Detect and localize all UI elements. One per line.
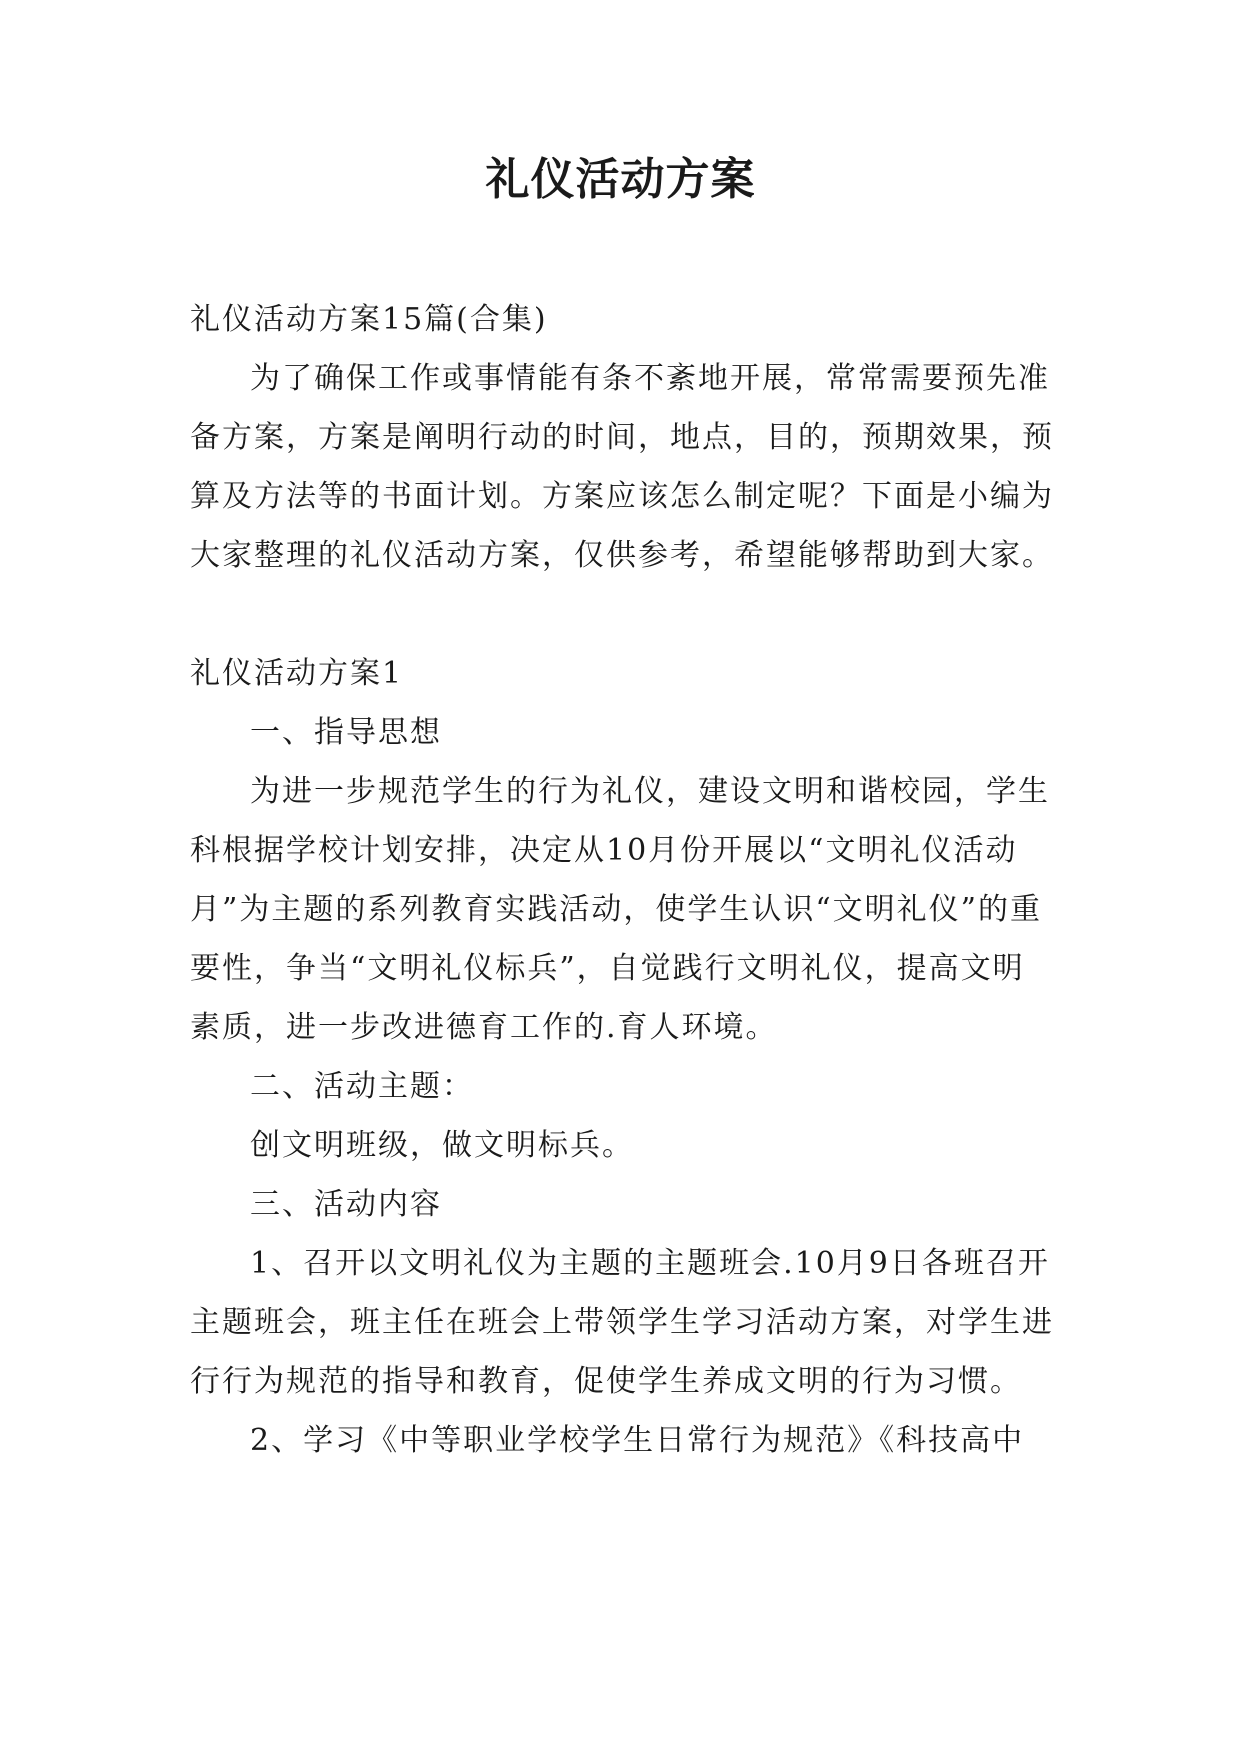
paragraph-activity-theme: 创文明班级，做文明标兵。 — [250, 1128, 634, 1163]
document-title: 礼仪活动方案 — [485, 154, 756, 205]
heading-activity-content: 三、活动内容 — [250, 1187, 442, 1222]
list-item-2: 2、学习《中等职业学校学生日常行为规范》《科技高中 — [250, 1423, 1025, 1458]
list-item-1: 1、召开以文明礼仪为主题的主题班会.10月9日各班召开主题班会，班主任在班会上带领学生学习活动方案，对学生进行行为规范的指导和教育，促使学生养成文明的行为习惯。 — [190, 1246, 1054, 1399]
intro-paragraph: 为了确保工作或事情能有条不紊地开展，常常需要预先准备方案，方案是阐明行动的时间，地点，目的，预期效果，预算及方法等的书面计划。方案应该怎么制定呢？下面是小编为大家整理的礼仪活动方案，仅供参考，希望能够帮助到大家。 — [190, 361, 1054, 573]
heading-guiding-ideology: 一、指导思想 — [250, 715, 442, 750]
section-title: 礼仪活动方案1 — [190, 656, 404, 691]
document-body — [190, 290, 1055, 1470]
heading-activity-theme: 二、活动主题： — [250, 1069, 474, 1104]
document-subtitle: 礼仪活动方案15篇(合集) — [190, 302, 548, 337]
paragraph-guiding-ideology: 为进一步规范学生的行为礼仪，建设文明和谐校园，学生科根据学校计划安排，决定从10月份开展以“文明礼仪活动月”为主题的系列教育实践活动，使学生认识“文明礼仪”的重要性，争当“文明礼仪标兵”，自觉践行文明礼仪，提高文明素质，进一步改进德育工作的.育人环境。 — [190, 774, 1050, 1045]
